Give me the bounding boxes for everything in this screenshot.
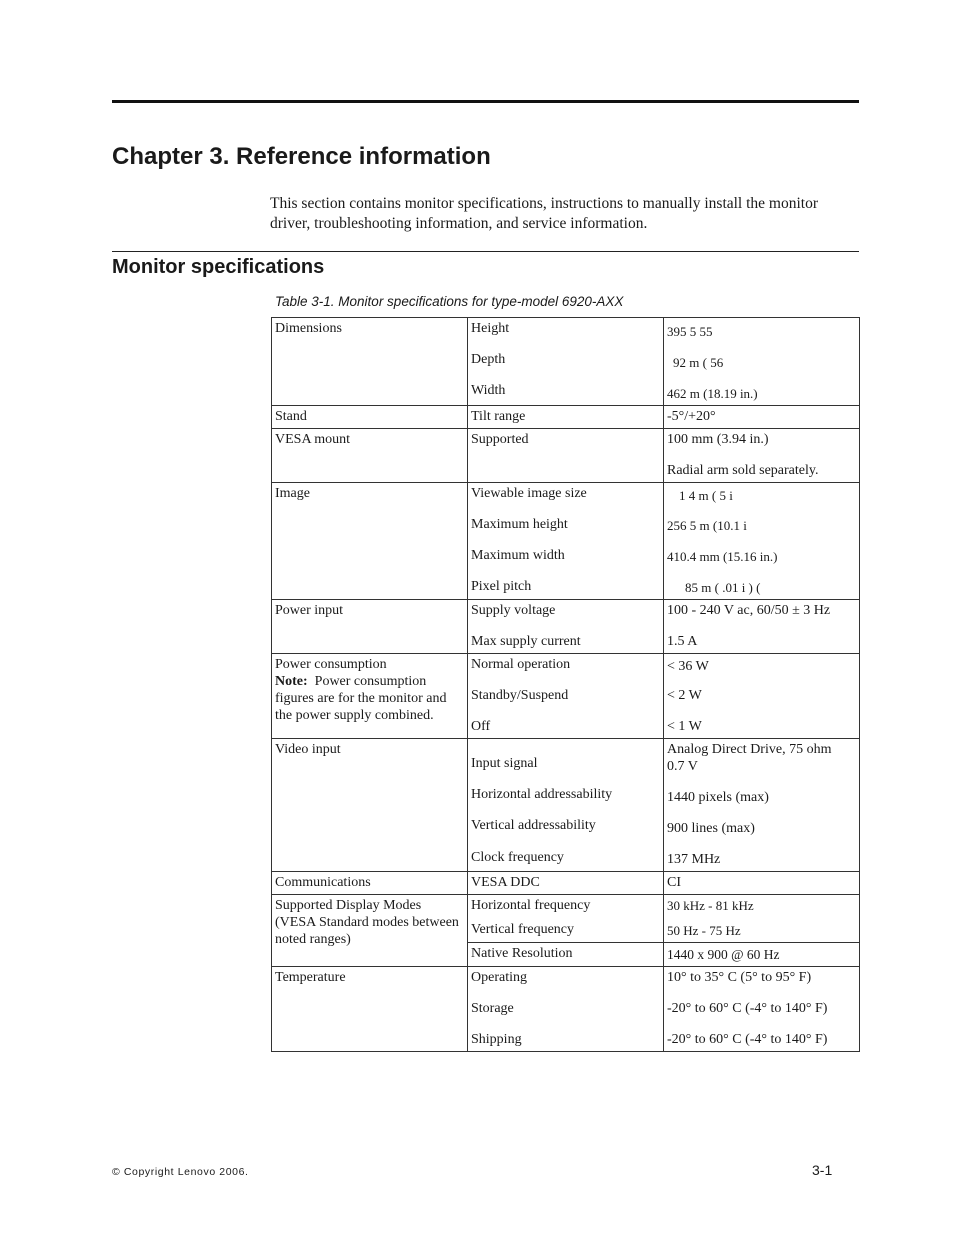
value-vertical-addressability: 900 lines (max) xyxy=(667,821,755,836)
param-cell xyxy=(468,872,664,895)
value-clock-frequency: 137 MHz xyxy=(667,852,721,867)
section-title: Monitor specifications xyxy=(112,256,325,278)
param-cell xyxy=(468,406,664,429)
value-input-signal-voltage: 0.7 V xyxy=(667,759,698,774)
value-cell xyxy=(664,943,860,967)
value-maximum-height: 256 5 m (10.1 i xyxy=(667,518,747,533)
param-width: Width xyxy=(471,383,506,398)
param-vesa-ddc: VESA DDC xyxy=(471,875,540,890)
value-native-resolution: 1440 x 900 @ 60 Hz xyxy=(667,947,780,962)
table-row xyxy=(272,872,860,895)
value-cell xyxy=(664,967,860,1052)
param-shipping: Shipping xyxy=(471,1032,522,1047)
param-depth: Depth xyxy=(471,352,506,367)
param-normal-operation: Normal operation xyxy=(471,657,571,672)
value-horizontal-frequency: 30 kHz - 81 kHz xyxy=(667,898,754,913)
row-label-text: Stand xyxy=(275,409,307,424)
row-label-text: Dimensions xyxy=(275,321,342,336)
param-input-signal: Input signal xyxy=(471,756,538,771)
footer-copyright: © Copyright Lenovo 2006. xyxy=(112,1166,249,1178)
row-label-text: Temperature xyxy=(275,970,346,985)
value-cell xyxy=(664,739,860,872)
value-depth: 92 m ( 56 xyxy=(673,355,724,370)
row-label-video-input xyxy=(272,739,468,872)
row-label-vesa-mount xyxy=(272,429,468,483)
row-label-temperature xyxy=(272,967,468,1052)
param-cell xyxy=(468,943,664,967)
row-label-text: Communications xyxy=(275,875,371,890)
param-standby-suspend: Standby/Suspend xyxy=(471,688,569,703)
param-tilt-range: Tilt range xyxy=(471,409,526,424)
param-supported: Supported xyxy=(471,432,529,447)
param-pixel-pitch: Pixel pitch xyxy=(471,579,532,594)
power-consumption-note xyxy=(275,673,464,724)
value-storage: -20° to 60° C (-4° to 140° F) xyxy=(667,1001,828,1016)
value-max-supply-current: 1.5 A xyxy=(667,634,698,649)
value-input-signal-drive: Analog Direct Drive, 75 ohm xyxy=(667,742,832,757)
row-label-text: VESA mount xyxy=(275,432,351,447)
value-pixel-pitch: 85 m ( .01 i ) ( xyxy=(685,580,761,595)
row-label-power-input xyxy=(272,600,468,654)
param-cell xyxy=(468,967,664,1052)
chapter-title: Chapter 3. Reference information xyxy=(112,143,491,170)
param-horizontal-addressability: Horizontal addressability xyxy=(471,787,613,802)
value-tilt-range: -5°/+20° xyxy=(667,409,716,424)
value-cell xyxy=(664,318,860,406)
value-normal-operation: < 36 W xyxy=(667,659,709,674)
section-rule xyxy=(112,251,859,252)
table-row xyxy=(272,895,860,943)
table-row xyxy=(272,739,860,872)
param-native-resolution: Native Resolution xyxy=(471,946,573,961)
row-label-text: Image xyxy=(275,486,310,501)
value-cell xyxy=(664,895,860,943)
param-off: Off xyxy=(471,719,491,734)
row-label-image xyxy=(272,483,468,600)
row-label-text: Power input xyxy=(275,603,344,618)
row-label-supported-display-modes xyxy=(272,895,468,967)
param-clock-frequency: Clock frequency xyxy=(471,850,564,865)
value-supported: 100 mm (3.94 in.) xyxy=(667,432,769,447)
value-cell xyxy=(664,872,860,895)
table-caption: Table 3-1. Monitor specifications for type-model 6920-AXX xyxy=(275,294,624,309)
value-viewable-image-size: 1 4 m ( 5 i xyxy=(679,488,733,503)
table-row xyxy=(272,967,860,1052)
value-vertical-frequency: 50 Hz - 75 Hz xyxy=(667,923,741,938)
value-supply-voltage: 100 - 240 V ac, 60/50 ± 3 Hz xyxy=(667,603,831,618)
note-text: Power consumption figures are for the monitor and the power supply combined. xyxy=(275,674,447,723)
value-off: < 1 W xyxy=(667,719,702,734)
param-maximum-width: Maximum width xyxy=(471,548,565,563)
param-height: Height xyxy=(471,321,510,336)
note-label: Note: xyxy=(275,674,308,689)
param-cell xyxy=(468,600,664,654)
param-vertical-addressability: Vertical addressability xyxy=(471,818,596,833)
param-cell xyxy=(468,895,664,943)
row-label-communications xyxy=(272,872,468,895)
value-cell xyxy=(664,429,860,483)
row-label-stand xyxy=(272,406,468,429)
param-horizontal-frequency: Horizontal frequency xyxy=(471,898,591,913)
intro-paragraph: This section contains monitor specifications, instructions to manually install the monitor driver, troubleshooting information, and service information. xyxy=(270,195,819,232)
value-vesa-ddc: CI xyxy=(667,875,681,890)
value-width: 462 m (18.19 in.) xyxy=(667,386,758,401)
monitor-spec-table xyxy=(271,317,860,1052)
row-label-power-consumption xyxy=(272,654,468,739)
value-maximum-width: 410.4 mm (15.16 in.) xyxy=(667,549,778,564)
row-label-text: Power consumption xyxy=(275,657,387,672)
table-row xyxy=(272,429,860,483)
param-viewable-image-size: Viewable image size xyxy=(471,486,587,501)
param-max-supply-current: Max supply current xyxy=(471,634,581,649)
row-label-text: Supported Display Modes (VESA Standard modes between noted ranges) xyxy=(275,898,459,947)
page-number: 3-1 xyxy=(812,1162,833,1178)
table-row xyxy=(272,600,860,654)
value-cell xyxy=(664,654,860,739)
param-storage: Storage xyxy=(471,1001,514,1016)
value-shipping: -20° to 60° C (-4° to 140° F) xyxy=(667,1032,828,1047)
value-cell xyxy=(664,483,860,600)
param-cell xyxy=(468,429,664,483)
table-row xyxy=(272,483,860,600)
value-operating: 10° to 35° C (5° to 95° F) xyxy=(667,970,812,985)
param-cell xyxy=(468,483,664,600)
value-standby-suspend: < 2 W xyxy=(667,688,702,703)
value-cell xyxy=(664,406,860,429)
value-horizontal-addressability: 1440 pixels (max) xyxy=(667,790,769,805)
row-label-text: Video input xyxy=(275,742,341,757)
table-row xyxy=(272,406,860,429)
chapter-top-rule xyxy=(112,100,859,103)
value-cell xyxy=(664,600,860,654)
param-maximum-height: Maximum height xyxy=(471,517,568,532)
param-cell xyxy=(468,318,664,406)
row-label-dimensions xyxy=(272,318,468,406)
param-operating: Operating xyxy=(471,970,527,985)
table-row xyxy=(272,654,860,739)
param-supply-voltage: Supply voltage xyxy=(471,603,556,618)
value-height: 395 5 55 xyxy=(667,324,713,339)
value-radial-arm: Radial arm sold separately. xyxy=(667,463,819,478)
param-cell xyxy=(468,739,664,872)
param-vertical-frequency: Vertical frequency xyxy=(471,922,574,937)
param-cell xyxy=(468,654,664,739)
table-row xyxy=(272,318,860,406)
